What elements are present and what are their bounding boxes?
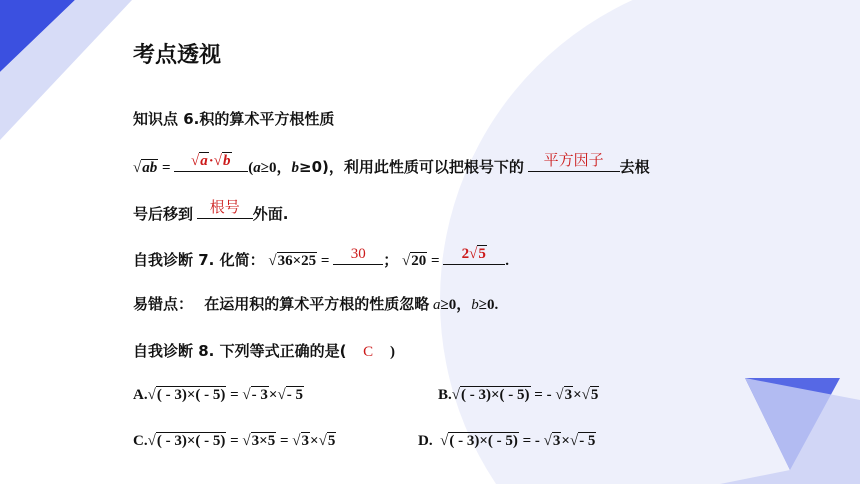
answer-2-sqrt-5: 2√5 [461,246,486,262]
answer-blank-2 [528,153,620,172]
answer-choice: C [363,344,374,360]
answer-sqrt-product: √a·√b [191,153,231,169]
diagnosis-8-label: 自我诊断 8. 下列等式正确的是( [133,342,347,360]
diagnosis-7: 自我诊断 7. 化简： √36×25 = 30 ； √20 = 2√5 . [133,246,510,269]
answer-blank-3 [197,200,253,219]
diagnosis-8: 自我诊断 8. 下列等式正确的是( C ) [133,342,395,360]
option-c: C.√( - 3)×( - 5) = √3×5 = √3×√5 [133,433,336,449]
pitfall: 易错点： 在运用积的算术平方根的性质忽略 a≥0，b≥0. [133,295,499,313]
diagnosis-7-expr2: 20 [411,253,427,269]
knowledge-line2-pre: 号后移到 [133,205,194,223]
answer-blank-4 [333,246,383,265]
pitfall-label: 易错点： [133,295,194,313]
diagnosis-7-label: 自我诊断 7. 化简： [133,251,265,269]
equals-sign: = [161,160,171,176]
sqrt-ab: ab [142,160,158,176]
option-d: D. √( - 3)×( - 5) = - √3×√- 5 [418,433,596,449]
knowledge-label: 知识点 6.积的算术平方根性质 [133,110,335,128]
answer-30: 30 [350,246,366,262]
knowledge-tail: 去根 [619,158,650,176]
pitfall-text: 在运用积的算术平方根的性质忽略 [204,295,430,313]
answer-blank-5 [443,246,505,265]
page-title: 考点透视 [133,43,222,68]
knowledge-line-1: √ab = √a·√b (a≥0，b≥0)，利用此性质可以把根号下的 平方因子 去根 [133,151,650,176]
knowledge-heading [133,108,334,129]
diagnosis-7-expr1: 36×25 [277,253,317,269]
knowledge-text: ≥0)，利用此性质可以把根号下的 [299,158,524,176]
option-b: B.√( - 3)×( - 5) = - √3×√5 [438,387,599,403]
option-a: A.√( - 3)×( - 5) = √- 3×√- 5 [133,387,303,403]
knowledge-line-2 [133,200,288,224]
answer-square-factor: 平方因子 [543,151,604,169]
answer-radical-sign: 根号 [209,198,240,216]
answer-blank-1 [174,153,248,172]
knowledge-line2-post: 外面. [252,205,289,223]
